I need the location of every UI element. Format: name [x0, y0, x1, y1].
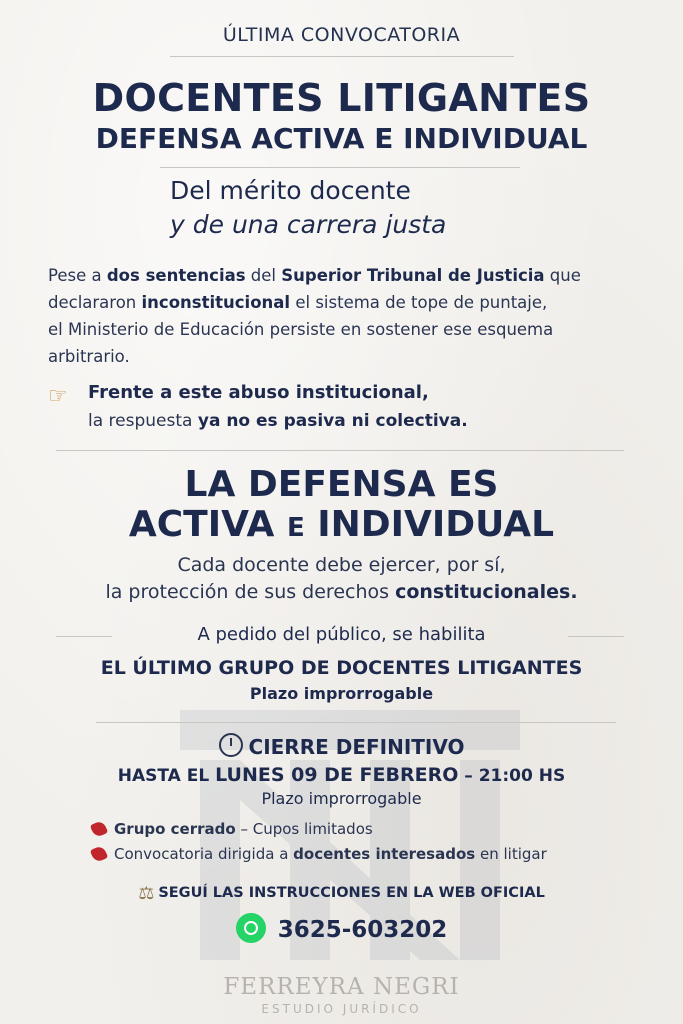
defense-text-1: Cada docente debe ejercer, por sí, — [177, 554, 506, 576]
clock-icon — [219, 733, 243, 757]
deadline-note: Plazo improrrogable — [249, 684, 434, 703]
closing-note: Plazo improrrogable — [261, 789, 422, 808]
pointing-hand-icon: ☞ — [48, 384, 68, 409]
list-item: Convocatoria dirigida a docentes interesados en litigar — [92, 845, 547, 863]
list-item: Grupo cerrado – Cupos limitados — [92, 820, 373, 838]
whatsapp-icon — [236, 913, 266, 943]
phone-number: 3625-603202 — [277, 917, 448, 943]
scales-icon: ⚖ — [138, 883, 155, 904]
defense-heading-1: LA DEFENSA ES — [184, 464, 499, 505]
point-line-2: la respuesta ya no es pasiva ni colectiva. — [88, 411, 468, 431]
web-instructions: ⚖ SEGUÍ LAS INSTRUCCIONES EN LA WEB OFICIAL — [138, 883, 545, 904]
closing-title: CIERRE DEFINITIVO — [0, 733, 683, 759]
pushpin-icon — [90, 845, 109, 864]
tagline-line-1: Del mérito docente — [170, 176, 411, 205]
defense-text-2: la protección de sus derechos constitucionales. — [105, 581, 578, 603]
public-request-text: A pedido del público, se habilita — [197, 624, 486, 645]
brand-tagline: ESTUDIO JURÍDICO — [261, 1002, 422, 1016]
whatsapp-contact[interactable] — [0, 913, 683, 943]
defense-heading-2: ACTIVA E INDIVIDUAL — [128, 504, 555, 545]
brand-name: FERREYRA NEGRI — [223, 974, 460, 1000]
point-line-1: Frente a este abuso institucional, — [88, 382, 429, 403]
divider — [96, 722, 616, 723]
main-subtitle: DEFENSA ACTIVA E INDIVIDUAL — [95, 122, 588, 155]
divider — [170, 56, 514, 57]
kicker-text: ÚLTIMA CONVOCATORIA — [222, 24, 461, 46]
pushpin-icon — [90, 820, 109, 839]
divider — [56, 450, 624, 451]
closing-date: HASTA EL LUNES 09 DE FEBRERO – 21:00 HS — [117, 764, 566, 786]
intro-paragraph: Pese a dos sentencias del Superior Tribunal de Justicia que declararon inconstitucional el sistema de tope de puntaje, el Ministerio de Educación persiste en sostener ese esquema arbitrario. — [48, 266, 581, 366]
last-group-title: EL ÚLTIMO GRUPO DE DOCENTES LITIGANTES — [100, 657, 583, 679]
main-title: DOCENTES LITIGANTES — [92, 76, 591, 120]
tagline-line-2: y de una carrera justa — [170, 210, 447, 239]
divider — [160, 167, 520, 168]
